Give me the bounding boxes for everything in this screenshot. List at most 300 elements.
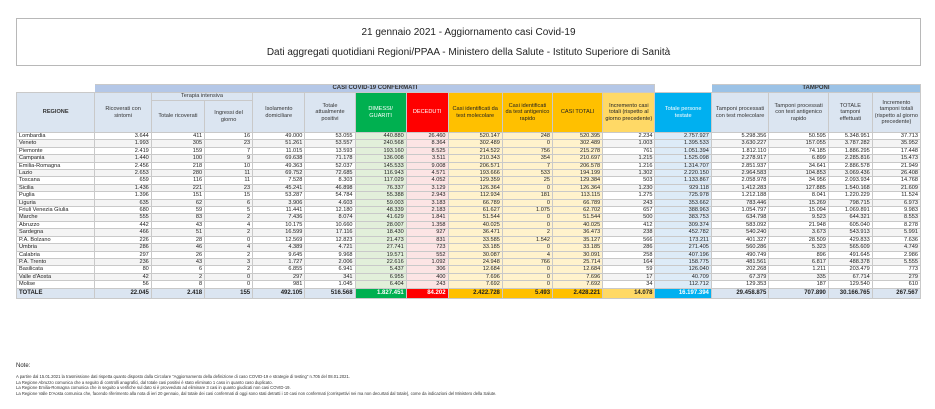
value-cell: 1.395.533 bbox=[655, 140, 711, 147]
value-cell: 22.616 bbox=[355, 258, 406, 265]
value-cell: 1.215 bbox=[603, 155, 655, 162]
group-header-casi-confermati: CASI COVID-19 CONFERMATI bbox=[95, 85, 655, 93]
value-cell: 2 bbox=[205, 214, 253, 221]
value-cell: 33.185 bbox=[448, 244, 502, 251]
value-cell: 353.662 bbox=[655, 199, 711, 206]
value-cell: 19.571 bbox=[355, 251, 406, 258]
notes-section bbox=[16, 363, 921, 396]
value-cell: 680 bbox=[95, 207, 151, 214]
value-cell: 442 bbox=[95, 221, 151, 228]
value-cell: 1.275 bbox=[603, 192, 655, 199]
value-cell: 62.702 bbox=[553, 207, 603, 214]
value-cell: 136.008 bbox=[355, 155, 406, 162]
value-cell: 4.721 bbox=[305, 244, 355, 251]
column-header-dimessi: DIMESSI/ GUARITI bbox=[355, 93, 406, 133]
value-cell: 34 bbox=[603, 281, 655, 288]
value-cell: 341 bbox=[305, 273, 355, 280]
value-cell: 8.303 bbox=[305, 177, 355, 184]
value-cell: 286 bbox=[603, 244, 655, 251]
value-cell: 24.948 bbox=[448, 258, 502, 265]
value-cell: 5.437 bbox=[355, 266, 406, 273]
value-cell: 309.374 bbox=[655, 221, 711, 228]
value-cell: 2.886.578 bbox=[828, 162, 872, 169]
value-cell: 271.405 bbox=[655, 244, 711, 251]
value-cell: 206.578 bbox=[553, 162, 603, 169]
value-cell: 0 bbox=[502, 273, 552, 280]
value-cell: 286 bbox=[95, 244, 151, 251]
region-name-cell: Calabria bbox=[17, 251, 95, 258]
value-cell: 7.692 bbox=[448, 281, 502, 288]
table-row bbox=[17, 266, 921, 273]
value-cell: 657 bbox=[603, 207, 655, 214]
value-cell: 3.183 bbox=[406, 199, 448, 206]
value-cell: 659 bbox=[95, 177, 151, 184]
value-cell: 49.363 bbox=[253, 162, 305, 169]
value-cell: 279 bbox=[872, 273, 920, 280]
value-cell: 8 bbox=[151, 281, 204, 288]
column-header: Isolamento domiciliare bbox=[253, 93, 305, 133]
value-cell: 6.817 bbox=[769, 258, 829, 265]
value-cell: 10.175 bbox=[253, 221, 305, 228]
value-cell: 243 bbox=[603, 199, 655, 206]
region-name-cell: Liguria bbox=[17, 199, 95, 206]
document-frame bbox=[6, 6, 926, 398]
value-cell: 203.479 bbox=[828, 266, 872, 273]
total-value-cell: 267.567 bbox=[872, 288, 920, 298]
table-row bbox=[17, 251, 921, 258]
note-line: A partire dal 15.01.2021 la trasmissione dati rispetta quanto disposto dalla Circolare "Aggiornamento della definizione di caso COVID-19 e strategie di testing" n.705 del 08.01.2021. bbox=[16, 374, 350, 379]
table-row bbox=[17, 199, 921, 206]
value-cell: 35.127 bbox=[553, 236, 603, 243]
value-cell: 4.749 bbox=[872, 244, 920, 251]
value-cell: 1.396 bbox=[95, 192, 151, 199]
value-cell: 72.685 bbox=[305, 170, 355, 177]
value-cell: 62 bbox=[151, 199, 204, 206]
value-cell: 6 bbox=[205, 199, 253, 206]
value-cell: 258 bbox=[603, 251, 655, 258]
value-cell: 1.069.891 bbox=[828, 207, 872, 214]
value-cell: 193.160 bbox=[355, 147, 406, 154]
value-cell: 2.220.150 bbox=[655, 170, 711, 177]
value-cell: 116 bbox=[151, 177, 204, 184]
region-name-cell: Campania bbox=[17, 155, 95, 162]
value-cell: 40.025 bbox=[448, 221, 502, 228]
value-cell: 9.008 bbox=[406, 162, 448, 169]
table-row bbox=[17, 221, 921, 228]
value-cell: 4.389 bbox=[253, 244, 305, 251]
value-cell: 5 bbox=[205, 207, 253, 214]
value-cell: 5.991 bbox=[872, 229, 920, 236]
region-name-cell: Abruzzo bbox=[17, 221, 95, 228]
total-value-cell: 30.166.765 bbox=[828, 288, 872, 298]
value-cell: 13.593 bbox=[305, 147, 355, 154]
region-name-cell: Puglia bbox=[17, 192, 95, 199]
value-cell: 2.278.917 bbox=[711, 155, 768, 162]
total-label-cell: TOTALE bbox=[17, 288, 95, 298]
value-cell: 565.609 bbox=[828, 244, 872, 251]
total-value-cell: 2.418 bbox=[151, 288, 204, 298]
value-cell: 412 bbox=[603, 221, 655, 228]
value-cell: 1.841 bbox=[406, 214, 448, 221]
value-cell: 116.943 bbox=[355, 170, 406, 177]
value-cell: 42 bbox=[95, 273, 151, 280]
value-cell: 723 bbox=[406, 244, 448, 251]
value-cell: 831 bbox=[406, 236, 448, 243]
value-cell: 0 bbox=[502, 214, 552, 221]
value-cell: 76.337 bbox=[355, 184, 406, 191]
column-header-persone-testate: Totale persone testate bbox=[655, 93, 711, 133]
value-cell: 34.641 bbox=[769, 162, 829, 169]
value-cell: 6.973 bbox=[872, 199, 920, 206]
value-cell: 1.230 bbox=[603, 184, 655, 191]
value-cell: 7.528 bbox=[253, 177, 305, 184]
value-cell: 2.757.927 bbox=[655, 133, 711, 140]
page-title: 21 gennaio 2021 - Aggiornamento casi Covid-19 bbox=[361, 27, 576, 38]
value-cell: 66.789 bbox=[553, 199, 603, 206]
value-cell: 7.696 bbox=[553, 273, 603, 280]
value-cell: 2.183 bbox=[406, 207, 448, 214]
value-cell: 33.185 bbox=[553, 244, 603, 251]
value-cell: 543.913 bbox=[828, 229, 872, 236]
value-cell: 28 bbox=[151, 236, 204, 243]
value-cell: 520.395 bbox=[553, 133, 603, 140]
value-cell: 8.278 bbox=[872, 221, 920, 228]
value-cell: 1.542 bbox=[502, 236, 552, 243]
value-cell: 491.645 bbox=[828, 251, 872, 258]
value-cell: 1.003 bbox=[603, 140, 655, 147]
column-header: Ricoverati con sintomi bbox=[95, 93, 151, 133]
value-cell: 896 bbox=[769, 251, 829, 258]
value-cell: 56 bbox=[95, 281, 151, 288]
value-cell: 129.384 bbox=[553, 177, 603, 184]
region-name-cell: Basilicata bbox=[17, 266, 95, 273]
value-cell: 3.129 bbox=[406, 184, 448, 191]
value-cell: 400 bbox=[406, 273, 448, 280]
value-cell: 243 bbox=[406, 281, 448, 288]
covid-data-table-wrapper bbox=[16, 84, 921, 299]
value-cell: 2.285.816 bbox=[828, 155, 872, 162]
value-cell: 21.473 bbox=[355, 236, 406, 243]
value-cell: 202.268 bbox=[711, 266, 768, 273]
value-cell: 490.749 bbox=[711, 251, 768, 258]
value-cell: 59 bbox=[603, 266, 655, 273]
value-cell: 11.441 bbox=[253, 207, 305, 214]
value-cell: 15.269 bbox=[769, 199, 829, 206]
value-cell: 6.955 bbox=[355, 273, 406, 280]
column-header: Tamponi processati con test antigenico rapido bbox=[769, 93, 829, 133]
value-cell: 51.544 bbox=[448, 214, 502, 221]
value-cell: 1.212.188 bbox=[711, 192, 768, 199]
value-cell: 0 bbox=[502, 140, 552, 147]
column-header-regione: REGIONE bbox=[17, 93, 95, 133]
blank-header bbox=[17, 85, 95, 93]
value-cell: 540.240 bbox=[711, 229, 768, 236]
value-cell: 8.525 bbox=[406, 147, 448, 154]
value-cell: 4.603 bbox=[305, 199, 355, 206]
value-cell: 297 bbox=[253, 273, 305, 280]
value-cell: 41.629 bbox=[355, 214, 406, 221]
value-cell: 4 bbox=[205, 244, 253, 251]
table-row bbox=[17, 140, 921, 147]
value-cell: 17 bbox=[603, 273, 655, 280]
value-cell: 23 bbox=[205, 184, 253, 191]
value-cell: 1.054.797 bbox=[711, 207, 768, 214]
value-cell: 9.645 bbox=[253, 251, 305, 258]
value-cell: 11 bbox=[205, 177, 253, 184]
value-cell: 10 bbox=[205, 162, 253, 169]
value-cell: 26.460 bbox=[406, 133, 448, 140]
value-cell: 0 bbox=[205, 281, 253, 288]
value-cell: 0 bbox=[502, 281, 552, 288]
value-cell: 14.768 bbox=[872, 177, 920, 184]
value-cell: 555 bbox=[95, 214, 151, 221]
value-cell: 5.348.951 bbox=[828, 133, 872, 140]
value-cell: 407.196 bbox=[655, 251, 711, 258]
value-cell: 21.609 bbox=[872, 184, 920, 191]
note-line: La Regione Emilia-Romagna comunica che in seguito a verifiche sul dato si è provveduto ad eliminare 3 casi in quanto giudicati non casi COVID-19. bbox=[16, 385, 291, 391]
value-cell: 1.220.229 bbox=[828, 192, 872, 199]
value-cell: 3 bbox=[205, 258, 253, 265]
column-header-deceduti: DECEDUTI bbox=[406, 93, 448, 133]
value-cell: 40.025 bbox=[553, 221, 603, 228]
value-cell: 48.339 bbox=[355, 207, 406, 214]
total-value-cell: 707.890 bbox=[769, 288, 829, 298]
total-value-cell: 516.568 bbox=[305, 288, 355, 298]
value-cell: 2 bbox=[205, 266, 253, 273]
blank-header-2 bbox=[655, 85, 711, 93]
value-cell: 11.015 bbox=[253, 147, 305, 154]
value-cell: 194.199 bbox=[553, 170, 603, 177]
value-cell: 25.714 bbox=[553, 258, 603, 265]
value-cell: 756 bbox=[502, 147, 552, 154]
value-cell: 51 bbox=[151, 229, 204, 236]
value-cell: 74.185 bbox=[769, 147, 829, 154]
value-cell: 761 bbox=[603, 147, 655, 154]
value-cell: 53.557 bbox=[305, 140, 355, 147]
value-cell: 3.673 bbox=[769, 229, 829, 236]
note-line: La Regione Abruzzo comunica che a seguito di controlli anagrafici, dal totale casi positivi è stato eliminato 1 caso in quanto caso duplicato. bbox=[16, 379, 273, 385]
value-cell: 112.934 bbox=[448, 192, 502, 199]
value-cell: 7.692 bbox=[553, 281, 603, 288]
value-cell: 80 bbox=[95, 266, 151, 273]
value-cell: 16 bbox=[205, 133, 253, 140]
value-cell: 7.696 bbox=[448, 273, 502, 280]
table-row bbox=[17, 281, 921, 288]
total-value-cell: 16.197.394 bbox=[655, 288, 711, 298]
table-row bbox=[17, 192, 921, 199]
value-cell: 7 bbox=[205, 147, 253, 154]
value-cell: 1.302 bbox=[603, 170, 655, 177]
value-cell: 11.524 bbox=[872, 192, 920, 199]
value-cell: 6.855 bbox=[253, 266, 305, 273]
value-cell: 466 bbox=[95, 229, 151, 236]
value-cell: 126.364 bbox=[448, 184, 502, 191]
region-name-cell: P.A. Trento bbox=[17, 258, 95, 265]
table-row bbox=[17, 177, 921, 184]
value-cell: 173.211 bbox=[655, 236, 711, 243]
value-cell: 52.037 bbox=[305, 162, 355, 169]
value-cell: 481.561 bbox=[711, 258, 768, 265]
value-cell: 181 bbox=[502, 192, 552, 199]
table-row bbox=[17, 258, 921, 265]
value-cell: 240.568 bbox=[355, 140, 406, 147]
value-cell: 0 bbox=[502, 184, 552, 191]
value-cell: 1.211 bbox=[769, 266, 829, 273]
value-cell: 28.007 bbox=[355, 221, 406, 228]
value-cell: 30.087 bbox=[448, 251, 502, 258]
value-cell: 35.952 bbox=[872, 140, 920, 147]
value-cell: 773 bbox=[872, 266, 920, 273]
value-cell: 1.525.098 bbox=[655, 155, 711, 162]
region-name-cell: Toscana bbox=[17, 177, 95, 184]
value-cell: 6.899 bbox=[769, 155, 829, 162]
value-cell: 1.133.867 bbox=[655, 177, 711, 184]
value-cell: 0 bbox=[205, 273, 253, 280]
covid-data-table bbox=[16, 84, 921, 299]
value-cell: 100 bbox=[151, 155, 204, 162]
value-cell: 560.286 bbox=[711, 244, 768, 251]
value-cell: 129.353 bbox=[711, 281, 768, 288]
table-row bbox=[17, 207, 921, 214]
value-cell: 2 bbox=[502, 229, 552, 236]
value-cell: 126.364 bbox=[553, 184, 603, 191]
column-header-casi-totali: CASI TOTALI bbox=[553, 93, 603, 133]
region-name-cell: Sardegna bbox=[17, 229, 95, 236]
total-value-cell: 14.078 bbox=[603, 288, 655, 298]
value-cell: 635 bbox=[95, 199, 151, 206]
value-cell: 605.040 bbox=[828, 221, 872, 228]
value-cell: 30.091 bbox=[553, 251, 603, 258]
total-value-cell: 84.202 bbox=[406, 288, 448, 298]
value-cell: 159 bbox=[151, 147, 204, 154]
value-cell: 2.943 bbox=[406, 192, 448, 199]
value-cell: 17.116 bbox=[305, 229, 355, 236]
region-name-cell: Emilia-Romagna bbox=[17, 162, 95, 169]
value-cell: 46 bbox=[151, 244, 204, 251]
value-cell: 51.544 bbox=[553, 214, 603, 221]
value-cell: 23 bbox=[205, 140, 253, 147]
value-cell: 1.540.168 bbox=[828, 184, 872, 191]
value-cell: 7.636 bbox=[872, 236, 920, 243]
table-row bbox=[17, 147, 921, 154]
value-cell: 305 bbox=[151, 140, 204, 147]
value-cell: 33.585 bbox=[448, 236, 502, 243]
value-cell: 12.823 bbox=[305, 236, 355, 243]
value-cell: 0 bbox=[502, 244, 552, 251]
value-cell: 583.092 bbox=[711, 221, 768, 228]
value-cell: 411 bbox=[151, 133, 204, 140]
table-row bbox=[17, 155, 921, 162]
value-cell: 37.713 bbox=[872, 133, 920, 140]
value-cell: 49.000 bbox=[253, 133, 305, 140]
table-row bbox=[17, 170, 921, 177]
value-cell: 71.178 bbox=[305, 155, 355, 162]
value-cell: 2.419 bbox=[95, 147, 151, 154]
value-cell: 929.118 bbox=[655, 184, 711, 191]
value-cell: 1.216 bbox=[603, 162, 655, 169]
value-cell: 53.055 bbox=[305, 133, 355, 140]
value-cell: 193.666 bbox=[448, 170, 502, 177]
value-cell: 21.948 bbox=[769, 221, 829, 228]
value-cell: 27.741 bbox=[355, 244, 406, 251]
value-cell: 302.489 bbox=[448, 140, 502, 147]
value-cell: 126.040 bbox=[655, 266, 711, 273]
value-cell: 238 bbox=[603, 229, 655, 236]
value-cell: 2.964.583 bbox=[711, 170, 768, 177]
value-cell: 8.074 bbox=[305, 214, 355, 221]
table-row bbox=[17, 133, 921, 140]
note-line: La Regione Valle D'Aosta comunica che, facendo riferimento alla nota di ieri 20 gennaio, dal totale dei casi confermati di oggi sono stati detratti i 10 casi non confermati (corrispettivi nei ma non decurtati dal totale), come da indicazioni del Ministero della Salute. bbox=[16, 390, 497, 396]
value-cell: 187 bbox=[769, 281, 829, 288]
value-cell: 6.404 bbox=[355, 281, 406, 288]
value-cell: 401.327 bbox=[711, 236, 768, 243]
value-cell: 50.595 bbox=[769, 133, 829, 140]
value-cell: 500 bbox=[603, 214, 655, 221]
value-cell: 40.709 bbox=[655, 273, 711, 280]
column-header: Casi identificati da test molecolare bbox=[448, 93, 502, 133]
value-cell: 67.714 bbox=[828, 273, 872, 280]
value-cell: 306 bbox=[406, 266, 448, 273]
value-cell: 2.006 bbox=[305, 258, 355, 265]
total-value-cell: 2.428.221 bbox=[553, 288, 603, 298]
value-cell: 151 bbox=[151, 192, 204, 199]
table-row bbox=[17, 162, 921, 169]
value-cell: 66.789 bbox=[448, 199, 502, 206]
value-cell: 302.489 bbox=[553, 140, 603, 147]
value-cell: 117.029 bbox=[355, 177, 406, 184]
value-cell: 226 bbox=[95, 236, 151, 243]
value-cell: 1.051.394 bbox=[655, 147, 711, 154]
value-cell: 4.571 bbox=[406, 170, 448, 177]
value-cell: 981 bbox=[253, 281, 305, 288]
region-name-cell: Molise bbox=[17, 281, 95, 288]
value-cell: 36.471 bbox=[448, 229, 502, 236]
value-cell: 59 bbox=[151, 207, 204, 214]
value-cell: 61.627 bbox=[448, 207, 502, 214]
value-cell: 8.041 bbox=[769, 192, 829, 199]
value-cell: 354 bbox=[502, 155, 552, 162]
value-cell: 16.599 bbox=[253, 229, 305, 236]
value-cell: 158.775 bbox=[655, 258, 711, 265]
value-cell: 634.798 bbox=[711, 214, 768, 221]
value-cell: 0 bbox=[502, 266, 552, 273]
value-cell: 1.045 bbox=[305, 281, 355, 288]
total-value-cell: 492.105 bbox=[253, 288, 305, 298]
value-cell: 15.473 bbox=[872, 155, 920, 162]
value-cell: 3.787.282 bbox=[828, 140, 872, 147]
value-cell: 2.456 bbox=[95, 162, 151, 169]
total-value-cell: 1.827.451 bbox=[355, 288, 406, 298]
value-cell: 383.753 bbox=[655, 214, 711, 221]
value-cell: 1.092 bbox=[406, 258, 448, 265]
value-cell: 17.448 bbox=[872, 147, 920, 154]
value-cell: 335 bbox=[769, 273, 829, 280]
value-cell: 1.314.707 bbox=[655, 162, 711, 169]
value-cell: 36.473 bbox=[553, 229, 603, 236]
total-value-cell: 22.045 bbox=[95, 288, 151, 298]
value-cell: 21.949 bbox=[872, 162, 920, 169]
value-cell: 2.093.934 bbox=[828, 177, 872, 184]
value-cell: 2.851.937 bbox=[711, 162, 768, 169]
value-cell: 12.684 bbox=[448, 266, 502, 273]
region-name-cell: Friuli Venezia Giulia bbox=[17, 207, 95, 214]
total-value-cell: 5.493 bbox=[502, 288, 552, 298]
value-cell: 566 bbox=[603, 236, 655, 243]
table-row bbox=[17, 273, 921, 280]
value-cell: 206.571 bbox=[448, 162, 502, 169]
value-cell: 145.533 bbox=[355, 162, 406, 169]
total-value-cell: 155 bbox=[205, 288, 253, 298]
